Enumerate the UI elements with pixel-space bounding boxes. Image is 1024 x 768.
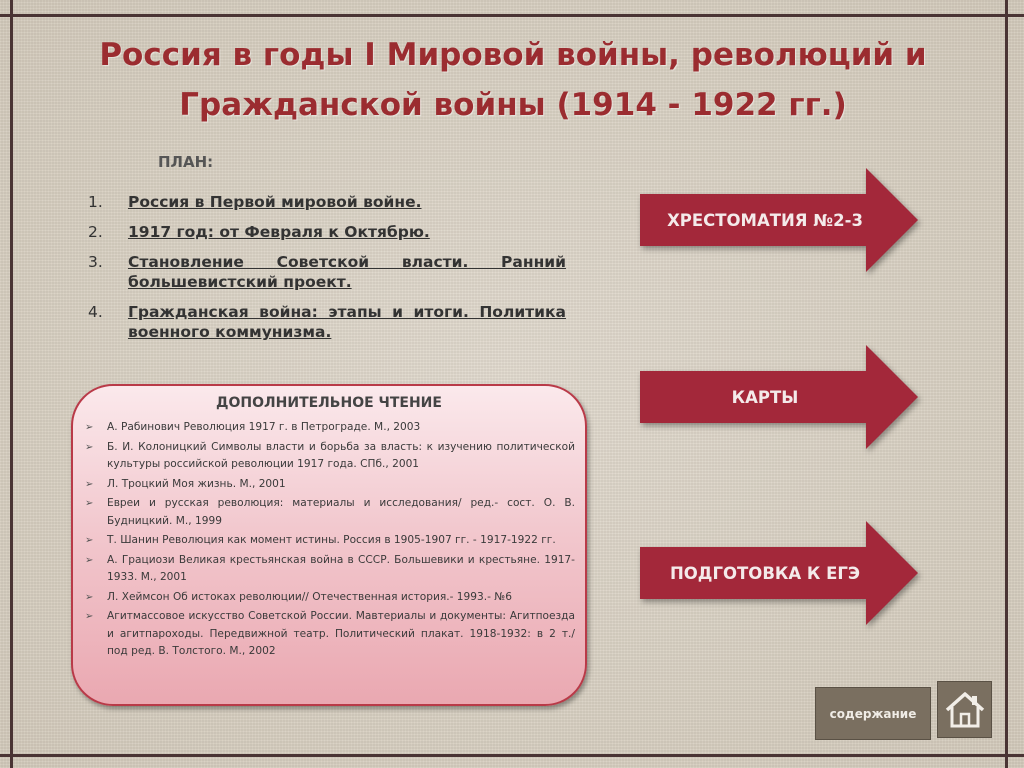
frame-line-top [0,14,1024,17]
plan-item-number: 3. [88,253,103,271]
plan-item[interactable] [88,252,566,292]
plan-item[interactable] [88,302,566,342]
frame-line-left [10,0,13,768]
house-icon [943,688,987,732]
reading-item-text: Б. И. Колоницкий Символы власти и борьба за власть: к изучению политической культуры российской революции 1917 года. СПб., 2001 [107,440,575,470]
exam-prep-arrow-button[interactable] [640,521,920,625]
arrow-bullet-icon: ➢ [85,591,94,603]
frame-line-bottom [0,754,1024,757]
arrow-bullet-icon: ➢ [85,535,94,546]
reading-item-text: Агитмассовое искусство Советской России. Мавтериалы и документы: Агитпоезда и агитпароходы. Передвижной театр. Политический плакат. 1918-1932: в 2 т./ под ред. В. Толстого. М., 2002 [107,610,575,657]
home-button[interactable] [937,681,992,738]
reading-item [85,532,575,550]
reading-item-text: А. Рабинович Революция 1917 г. в Петрограде. М., 2003 [107,421,421,433]
reader-arrow-button[interactable] [640,168,920,272]
additional-reading-title: ДОПОЛНИТЕЛЬНОЕ ЧТЕНИЕ [216,395,442,411]
arrow-bullet-icon: ➢ [85,422,94,433]
contents-button[interactable] [815,687,931,740]
reading-item [85,589,575,607]
reading-item [85,476,575,494]
slide-title-line1: Россия в годы I Мировой войны, революций и [99,37,927,73]
arrow-bullet-icon: ➢ [85,611,94,622]
arrow-bullet-icon: ➢ [85,554,94,566]
reading-item-text: Евреи и русская революция: материалы и исследования/ ред.- сост. О. В. Будницкий. М., 1999 [107,497,575,527]
slide-title-line2: Гражданской войны (1914 - 1922 гг.) [179,87,847,123]
plan-item-link[interactable]: Гражданская война: этапы и итоги. Политика военного коммунизма. [128,303,566,341]
plan-item-number: 4. [88,303,103,321]
plan-item-link[interactable]: 1917 год: от Февраля к Октябрю. [128,223,430,241]
reading-item-text: А. Грациози Великая крестьянская война в СССР. Большевики и крестьяне. 1917-1933. М., 2001 [107,553,575,583]
plan-label: ПЛАН: [158,153,214,171]
reading-item [85,419,575,437]
additional-reading-box [71,384,587,706]
reading-item-text: Л. Троцкий Моя жизнь. М., 2001 [107,477,286,490]
plan-item[interactable] [88,192,566,212]
reading-item [85,552,575,587]
arrow-bullet-icon: ➢ [85,478,94,490]
reading-item-text: Л. Хеймсон Об истоках революции// Отечественная история.- 1993.- №6 [107,590,513,603]
plan-item-link[interactable]: Становление Советской власти. Ранний большевистский проект. [128,253,566,291]
exam-prep-arrow-label: ПОДГОТОВКА К ЕГЭ [669,563,861,583]
reading-item-text: Т. Шанин Революция как момент истины. Россия в 1905-1907 гг. - 1917-1922 гг. [107,534,556,546]
maps-arrow-label: КАРТЫ [731,387,799,407]
frame-line-right [1005,0,1008,768]
reading-list [85,419,575,663]
arrow-bullet-icon: ➢ [85,441,94,453]
maps-arrow-button[interactable] [640,345,920,449]
reading-item [85,439,575,474]
plan-item-number: 2. [88,223,103,241]
reading-item [85,608,575,661]
slide-title [30,30,996,130]
reading-item [85,495,575,530]
plan-item[interactable] [88,222,566,242]
arrow-bullet-icon: ➢ [85,498,94,509]
plan-item-number: 1. [88,193,103,211]
reader-arrow-label: ХРЕСТОМАТИЯ №2-3 [667,210,863,230]
contents-button-label: содержание [829,706,917,721]
plan-list [88,192,566,352]
plan-item-link[interactable]: Россия в Первой мировой войне. [128,193,422,211]
